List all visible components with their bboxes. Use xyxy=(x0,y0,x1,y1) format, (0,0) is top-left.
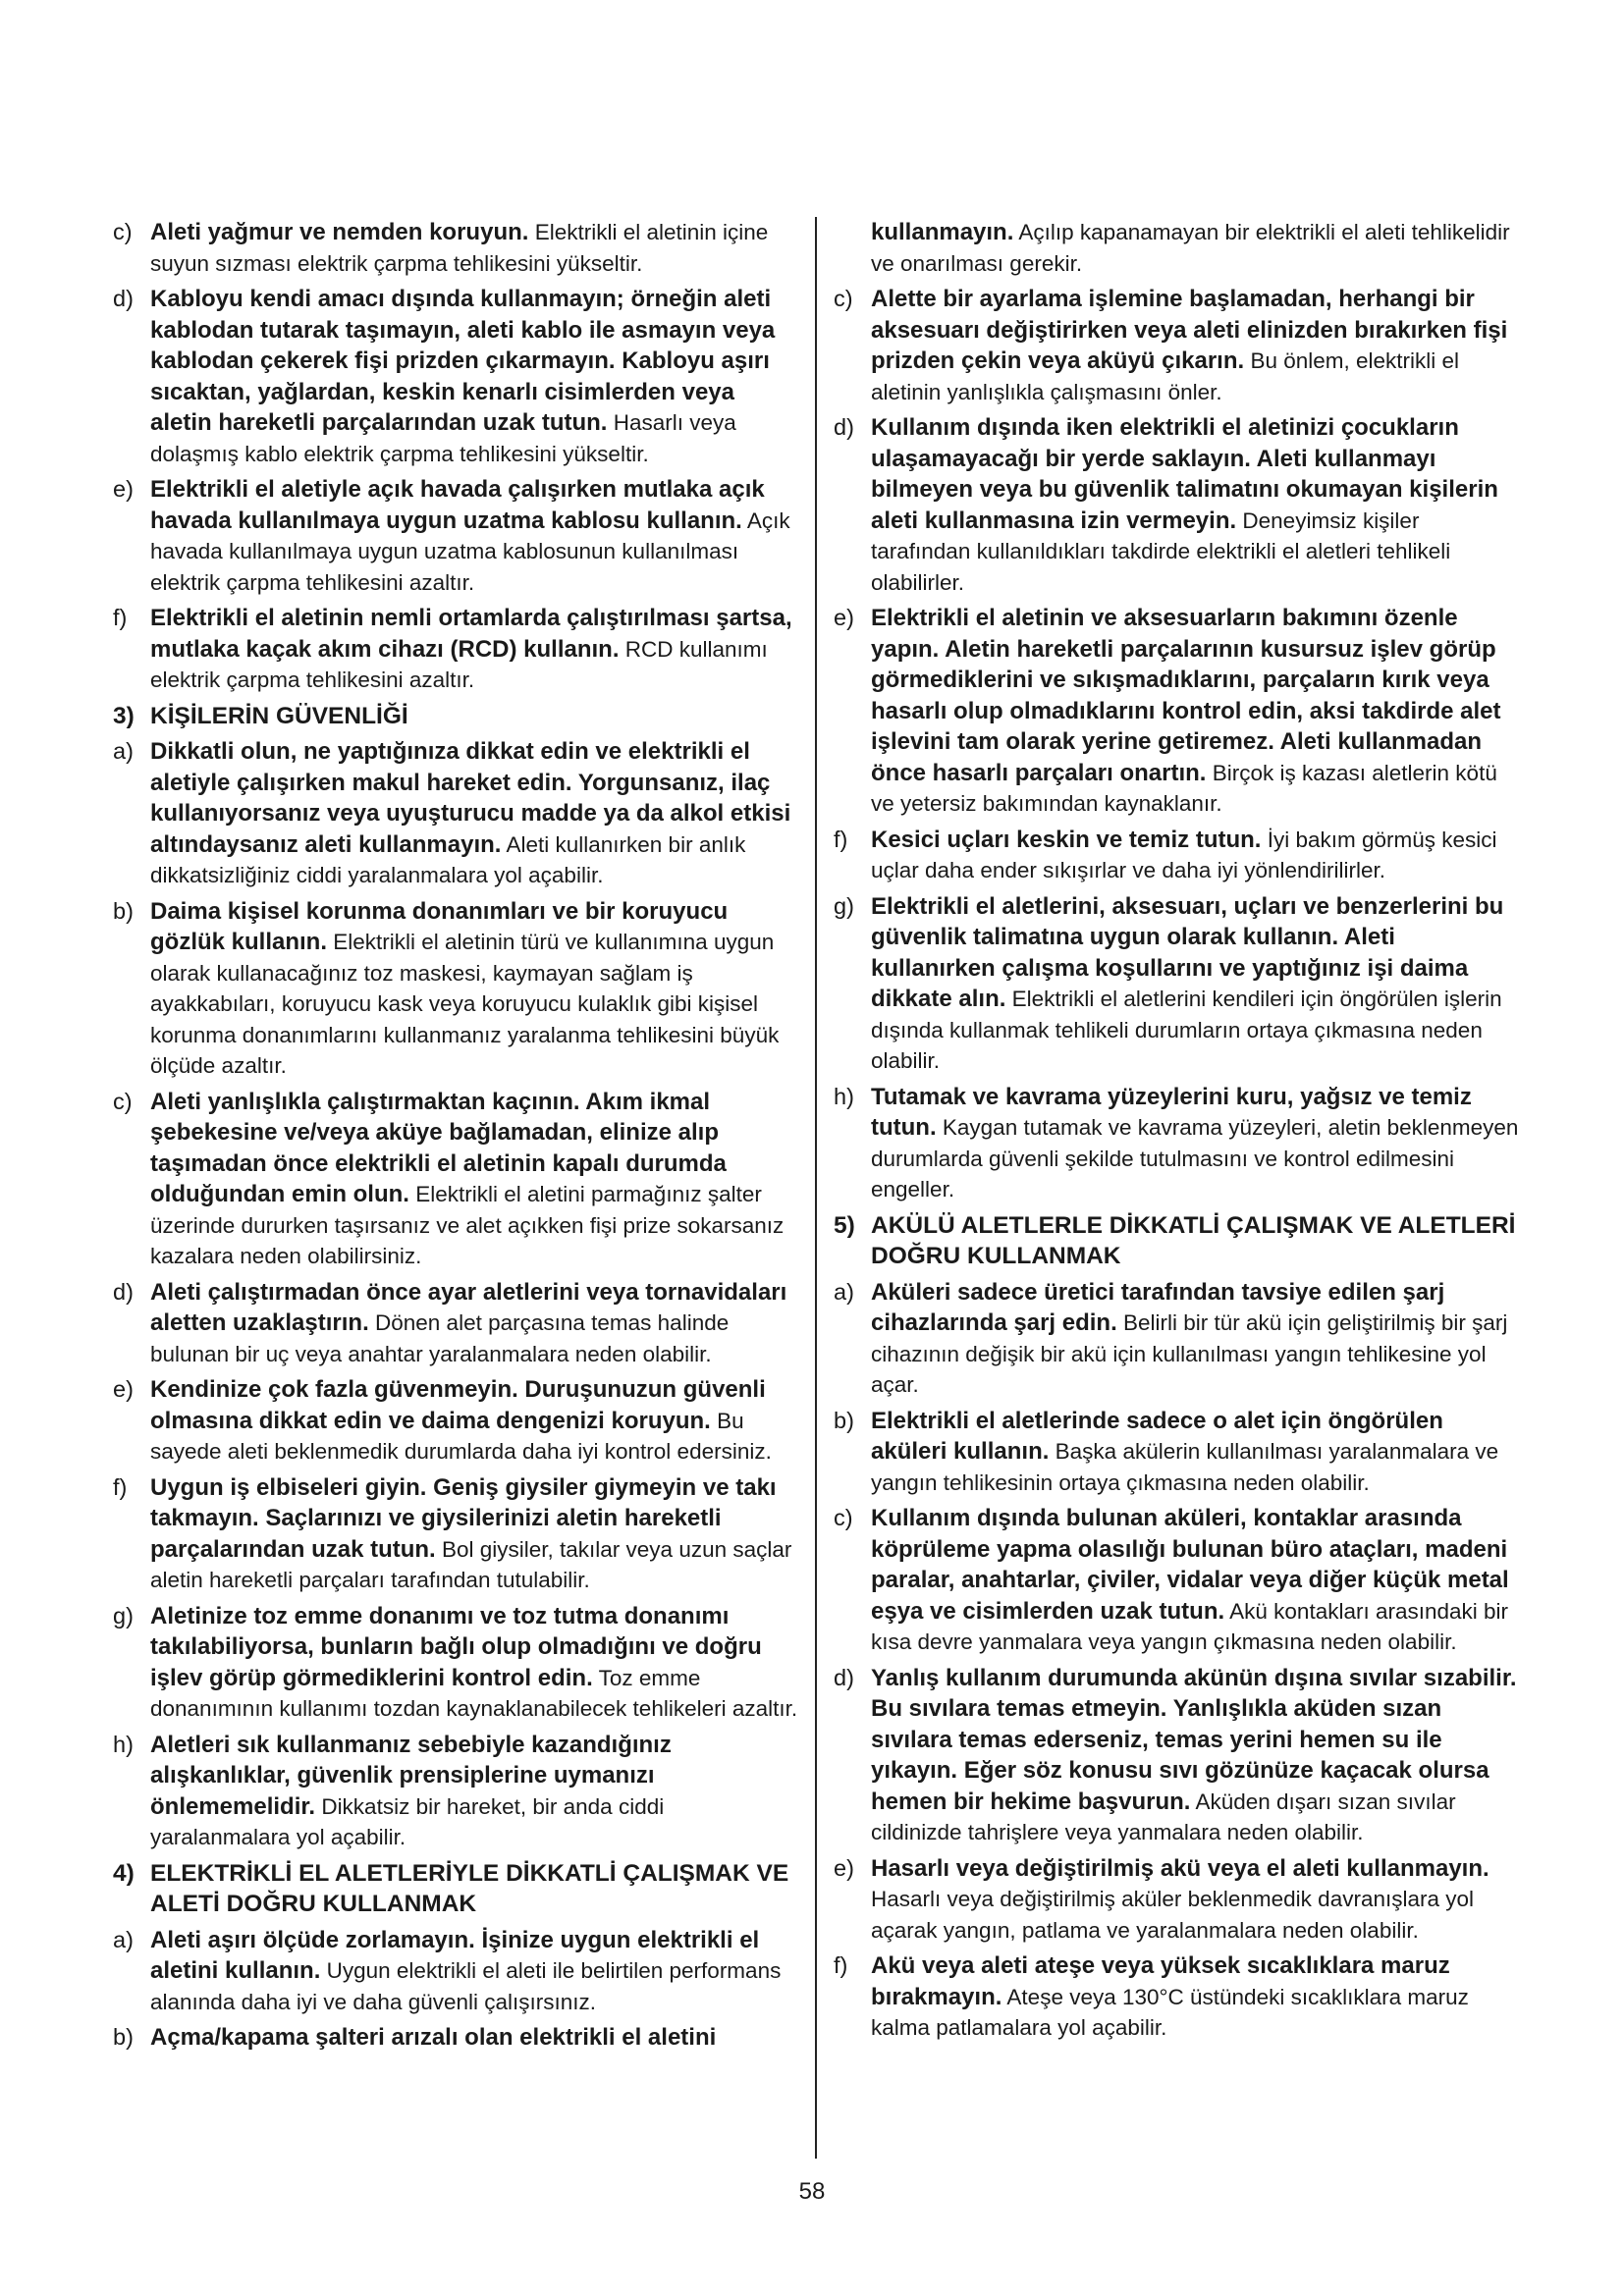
item-label: g) xyxy=(834,892,854,919)
item-label: a) xyxy=(113,738,134,764)
list-item xyxy=(834,284,1521,407)
list-item xyxy=(113,1374,800,1468)
item-normal-text: Elektrikli el aletinin içine suyun sızması elektrik çarpma tehlikesini yükseltir. xyxy=(150,220,769,276)
item-label: c) xyxy=(113,1088,133,1114)
list-item xyxy=(113,1730,800,1853)
item-text xyxy=(150,284,800,469)
item-text xyxy=(150,1087,800,1272)
item-text xyxy=(871,825,1521,886)
item-text xyxy=(871,1950,1521,2044)
list-item xyxy=(834,1950,1521,2044)
list-item xyxy=(834,412,1521,598)
list-item xyxy=(834,891,1521,1077)
section-heading xyxy=(113,701,800,732)
left-column xyxy=(113,217,800,2058)
item-text xyxy=(871,603,1521,820)
item-bold-text: Açma/kapama şalteri arızalı olan elektrikli el aletini xyxy=(150,2024,717,2051)
item-bold-text: Aletleri sık kullanmanız sebebiyle kazandığınız alışkanlıklar, güvenlik prensiplerine uymanızı önlememelidir. xyxy=(150,1731,672,1820)
list-item xyxy=(113,1601,800,1725)
item-normal-text: Ateşe veya 130°C üstündeki sıcaklıklara maruz kalma patlamalara yol açabilir. xyxy=(871,1984,1469,2040)
item-label: a) xyxy=(834,1278,854,1305)
section-heading xyxy=(834,1210,1521,1272)
item-normal-text: Dikkatsiz bir hareket, bir anda ciddi yaralanmalara yol açabilir. xyxy=(150,1793,665,1849)
item-text xyxy=(150,603,800,696)
list-item xyxy=(834,1503,1521,1658)
item-normal-text: Akü kontakları arasındaki bir kısa devre yanmalara veya yangın çıkmasına neden olabilir. xyxy=(871,1598,1509,1654)
item-normal-text: Uygun elektrikli el aleti ile belirtilen performans alanında daha iyi ve daha güvenli çalışırsınız. xyxy=(150,1958,782,2014)
item-label: 4) xyxy=(113,1859,135,1887)
item-text xyxy=(150,1925,800,2018)
list-item xyxy=(113,1277,800,1370)
item-label: c) xyxy=(113,219,133,244)
page-number: 58 xyxy=(798,2178,826,2205)
item-normal-text: Birçok iş kazası aletlerin kötü ve yetersiz bakımından kaynaklanır. xyxy=(871,760,1497,816)
item-label: c) xyxy=(834,1505,853,1530)
item-text xyxy=(150,1374,800,1468)
list-item xyxy=(834,603,1521,820)
item-normal-text: İyi bakım görmüş kesici uçlar daha ender sıkışırlar ve daha iyi yönlendirilirler. xyxy=(871,827,1497,882)
list-item xyxy=(113,2022,800,2054)
item-bold-text: Elektrikli el aletinin nemli ortamlarda çalıştırılması şartsa, mutlaka kaçak akım cihazı (RCD) kullanın. xyxy=(150,605,792,663)
item-text xyxy=(871,1853,1521,1947)
list-item xyxy=(113,474,800,598)
item-label: d) xyxy=(834,1664,854,1690)
list-item xyxy=(113,1472,800,1596)
item-bold-text: Elektrikli el aletlerinde sadece o alet için öngörülen aküleri kullanın. xyxy=(871,1407,1443,1465)
item-bold-text: Kabloyu kendi amacı dışında kullanmayın; örneğin aleti kablodan tutarak taşımayın, aleti kablo ile asmayın veya kablodan çekerek fişi prizden çıkarmayın. Kabloyu aşırı sıcaktan, yağlardan, keskin kenarlı cisimlerden veya aletin hareketli parçalarından uzak tutun. xyxy=(150,286,776,436)
item-bold-text: Elektrikli el aletiyle açık havada çalışırken mutlaka açık havada kullanılmaya uygun uzatma kablosu kullanın. xyxy=(150,476,765,534)
item-label: b) xyxy=(113,897,134,924)
item-label: b) xyxy=(113,2024,134,2050)
column-divider xyxy=(815,217,817,2159)
section-heading xyxy=(113,1858,800,1920)
list-item xyxy=(834,217,1521,279)
item-text xyxy=(150,217,800,279)
item-bold-text: Dikkatli olun, ne yaptığınıza dikkat edin ve elektrikli el aletiyle çalışırken makul hareket edin. Yorgunsanız, ilaç kullanıyorsanız veya uyuşturucu madde ya da alkol etkisi altındaysanız aleti kullanmayın. xyxy=(150,738,791,858)
item-bold-text: Kendinize çok fazla güvenmeyin. Duruşunuzun güvenli olmasına dikkat edin ve daima dengenizi koruyun. xyxy=(150,1376,766,1434)
list-item xyxy=(834,1277,1521,1401)
item-normal-text: RCD kullanımı elektrik çarpma tehlikesini azaltır. xyxy=(150,636,768,692)
item-normal-text: Kaygan tutamak ve kavrama yüzeyleri, aletin beklenmeyen durumlarda güvenli şekilde tutulmasını ve kontrol edilmesini engeller. xyxy=(871,1115,1519,1201)
item-text xyxy=(871,412,1521,598)
item-bold-text: Aleti aşırı ölçüde zorlamayın. İşinize uygun elektrikli el aletini kullanın. xyxy=(150,1926,760,1984)
item-label: e) xyxy=(113,1376,134,1402)
item-text xyxy=(834,217,1521,279)
list-item xyxy=(834,1663,1521,1848)
list-item xyxy=(834,825,1521,886)
item-text xyxy=(871,1406,1521,1499)
item-text xyxy=(871,1663,1521,1848)
item-bold-text: Alette bir ayarlama işlemine başlamadan, herhangi bir aksesuarı değiştirirken veya aleti elinizden bırakırken fişi prizden çekin veya aküyü çıkarın. xyxy=(871,286,1508,374)
item-text xyxy=(871,1082,1521,1205)
heading-text: KİŞİLERİN GÜVENLİĞİ xyxy=(150,702,408,729)
item-label: g) xyxy=(113,1602,134,1629)
item-normal-text: Açık havada kullanılmaya uygun uzatma kablosunun kullanılması elektrik çarpma tehlikesini azaltır. xyxy=(150,507,790,595)
item-label: 3) xyxy=(113,702,135,729)
item-normal-text: Bu önlem, elektrikli el aletinin yanlışlıkla çalışmasını önler. xyxy=(871,348,1460,404)
item-normal-text: Hasarlı veya değiştirilmiş aküler beklenmedik davranışlara yol açarak yangın, patlama ve yaralanmalara neden olabilir. xyxy=(871,1887,1475,1943)
item-normal-text: Aleti kullanırken bir anlık dikkatsizliğiniz ciddi yaralanmalara yol açabilir. xyxy=(150,831,746,887)
item-text xyxy=(871,1503,1521,1658)
item-text xyxy=(871,1277,1521,1401)
item-label: e) xyxy=(834,1854,854,1881)
item-text xyxy=(150,1730,800,1853)
list-item xyxy=(113,1925,800,2018)
item-normal-text: Toz emme donanımının kullanımı tozdan kaynaklanabilecek tehlikeleri azaltır. xyxy=(150,1665,798,1721)
item-normal-text: Aküden dışarı sızan sıvılar cildinizde tahrişlere veya yanmalara neden olabilir. xyxy=(871,1789,1456,1844)
item-normal-text: Elektrikli el aletinin türü ve kullanımına uygun olarak kullanacağınız toz maskesi, kaymayan sağlam iş ayakkabıları, koruyucu kask veya koruyucu kulaklık gibi kişisel korunma donanımlarını kullanmanız yaralanma tehlikesini büyük ölçüde azaltır. xyxy=(150,930,780,1078)
item-text xyxy=(150,1601,800,1725)
item-bold-text: Kesici uçları keskin ve temiz tutun. xyxy=(871,826,1262,853)
item-label: d) xyxy=(834,414,854,440)
item-bold-text: Kullanım dışında iken elektrikli el aletinizi çocukların ulaşamayacağı bir yerde saklayın. Aleti kullanmayı bilmeyen veya bu güvenlik talimatını okumayan kişilerin aleti kullanmasına izin vermeyin. xyxy=(871,414,1498,534)
item-label: f) xyxy=(113,605,128,630)
list-item xyxy=(834,1853,1521,1947)
item-text xyxy=(150,1277,800,1370)
item-text xyxy=(150,896,800,1082)
item-normal-text: Deneyimsiz kişiler tarafından kullanıldıkları takdirde elektrikli el aletleri tehlikeli olabilirler. xyxy=(871,507,1451,595)
item-label: d) xyxy=(113,1278,134,1305)
item-label: f) xyxy=(834,826,848,852)
item-label: d) xyxy=(113,286,134,311)
item-label: e) xyxy=(834,605,854,630)
item-bold-text: Elektrikli el aletlerini, aksesuarı, uçları ve benzerlerini bu güvenlik talimatına uygun olarak kullanın. Aleti kullanırken çalışma koşullarını ve yaptığınız işi daima dikkate alın. xyxy=(871,892,1504,1012)
item-bold-text: Akü veya aleti ateşe veya yüksek sıcaklıklara maruz bırakmayın. xyxy=(871,1952,1450,2010)
item-label: f) xyxy=(834,1952,848,1978)
list-item xyxy=(113,217,800,279)
item-label: f) xyxy=(113,1473,128,1500)
item-normal-text: Bu sayede aleti beklenmedik durumlarda daha iyi kontrol edersiniz. xyxy=(150,1408,772,1464)
item-bold-text: Tutamak ve kavrama yüzeylerini kuru, yağsız ve temiz tutun. xyxy=(871,1083,1472,1141)
list-item xyxy=(834,1406,1521,1499)
list-item xyxy=(113,896,800,1082)
item-bold-text: Aletinize toz emme donanımı ve toz tutma donanımı takılabiliyorsa, bunların bağlı olup olmadığını ve doğru işlev görüp görmediklerini kontrol edin. xyxy=(150,1602,762,1691)
list-item xyxy=(113,284,800,469)
list-item xyxy=(834,1082,1521,1205)
list-item xyxy=(113,603,800,696)
item-bold-text: Kullanım dışında bulunan aküleri, kontaklar arasında köprüleme yapma olasılığı bulunan büro ataçları, madeni paralar, anahtarlar, çiviler, vidalar veya diğer küçük metal eşya ve cisimlerden uzak tutun. xyxy=(871,1505,1509,1625)
item-label: c) xyxy=(834,286,853,311)
item-bold-text: Aleti çalıştırmadan önce ayar aletlerini veya tornavidaları aletten uzaklaştırın. xyxy=(150,1278,787,1336)
item-bold-text: Uygun iş elbiseleri giyin. Geniş giysiler giymeyin ve takı takmayın. Saçlarınızı ve giysilerinizi aletin hareketli parçalarından uzak tutun. xyxy=(150,1473,777,1563)
item-label: b) xyxy=(834,1407,854,1433)
item-bold-text: Aleti yanlışlıkla çalıştırmaktan kaçının. Akım ikmal şebekesine ve/veya aküye bağlamadan, elinize alıp taşımadan önce elektrikli el aletinin kapalı durumda olduğundan emin olun. xyxy=(150,1088,727,1207)
item-bold-text: Daima kişisel korunma donanımları ve bir koruyucu gözlük kullanın. xyxy=(150,897,729,955)
item-label: 5) xyxy=(834,1211,855,1239)
item-normal-text: Açılıp kapanamayan bir elektrikli el aleti tehlikelidir ve onarılması gerekir. xyxy=(871,220,1510,276)
item-bold-text: Aküleri sadece üretici tarafından tavsiye edilen şarj cihazlarında şarj edin. xyxy=(871,1278,1445,1336)
item-text xyxy=(871,891,1521,1077)
heading-text: AKÜLÜ ALETLERLE DİKKATLİ ÇALIŞMAK VE ALETLERİ DOĞRU KULLANMAK xyxy=(871,1211,1516,1269)
list-item xyxy=(113,736,800,891)
item-label: a) xyxy=(113,1926,134,1952)
item-bold-text: Elektrikli el aletinin ve aksesuarların bakımını özenle yapın. Aletin hareketli parçalarının kusursuz işlev görüp görmediklerini ve sıkışmadıklarını, parçaların kırık veya hasarlı olup olmadıklarını kontrol edin, aksi takdirde alet işlevini tam olarak yerine getiremez. Aleti kullanmadan önce hasarlı parçaları onartın. xyxy=(871,605,1501,786)
heading-text: ELEKTRİKLİ EL ALETLERİYLE DİKKATLİ ÇALIŞMAK VE ALETİ DOĞRU KULLANMAK xyxy=(150,1859,789,1917)
item-text xyxy=(150,1472,800,1596)
right-column xyxy=(834,217,1521,2049)
item-normal-text: Dönen alet parçasına temas halinde bulunan bir uç veya anahtar yaralanmalara neden olabilir. xyxy=(150,1310,730,1366)
item-bold-text: Aleti yağmur ve nemden koruyun. xyxy=(150,219,529,245)
item-text xyxy=(150,736,800,891)
item-normal-text: Bol giysiler, takılar veya uzun saçlar aletin hareketli parçaları tarafından tutulabilir. xyxy=(150,1536,792,1592)
item-bold-text: kullanmayın. xyxy=(871,219,1014,245)
item-bold-text: Hasarlı veya değiştirilmiş akü veya el aleti kullanmayın. xyxy=(871,1854,1489,1882)
item-text xyxy=(871,284,1521,407)
list-item xyxy=(113,1087,800,1272)
item-label: e) xyxy=(113,476,134,502)
item-text xyxy=(150,474,800,598)
item-bold-text: Yanlış kullanım durumunda akünün dışına sıvılar sızabilir. Bu sıvılara temas etmeyin. Yanlışlıkla aküden sızan sıvılara temas ederseniz, temas yerini hemen su ile yıkayın. Eğer söz konusu sıvı gözünüze kaçacak olursa hemen bir hekime başvurun. xyxy=(871,1664,1517,1815)
item-normal-text: Belirli bir tür akü için geliştirilmiş bir şarj cihazının değişik bir akü için kullanılması yangın tehlikesine yol açar. xyxy=(871,1310,1508,1397)
item-label: h) xyxy=(834,1083,854,1109)
item-normal-text: Elektrikli el aletini parmağınız şalter üzerinde dururken taşırsanız ve alet açıkken fişi prize sokarsanız kazalara neden olabilirsiniz. xyxy=(150,1182,785,1268)
item-text xyxy=(150,2022,800,2054)
item-normal-text: Başka akülerin kullanılması yaralanmalara ve yangın tehlikesinin ortaya çıkmasına neden olabilir. xyxy=(871,1439,1499,1495)
item-label: h) xyxy=(113,1731,134,1757)
item-normal-text: Hasarlı veya dolaşmış kablo elektrik çarpma tehlikesini yükseltir. xyxy=(150,410,736,466)
item-normal-text: Elektrikli el aletlerini kendileri için öngörülen işlerin dışında kullanmak tehlikeli durumların ortaya çıkmasına neden olabilir. xyxy=(871,987,1502,1073)
